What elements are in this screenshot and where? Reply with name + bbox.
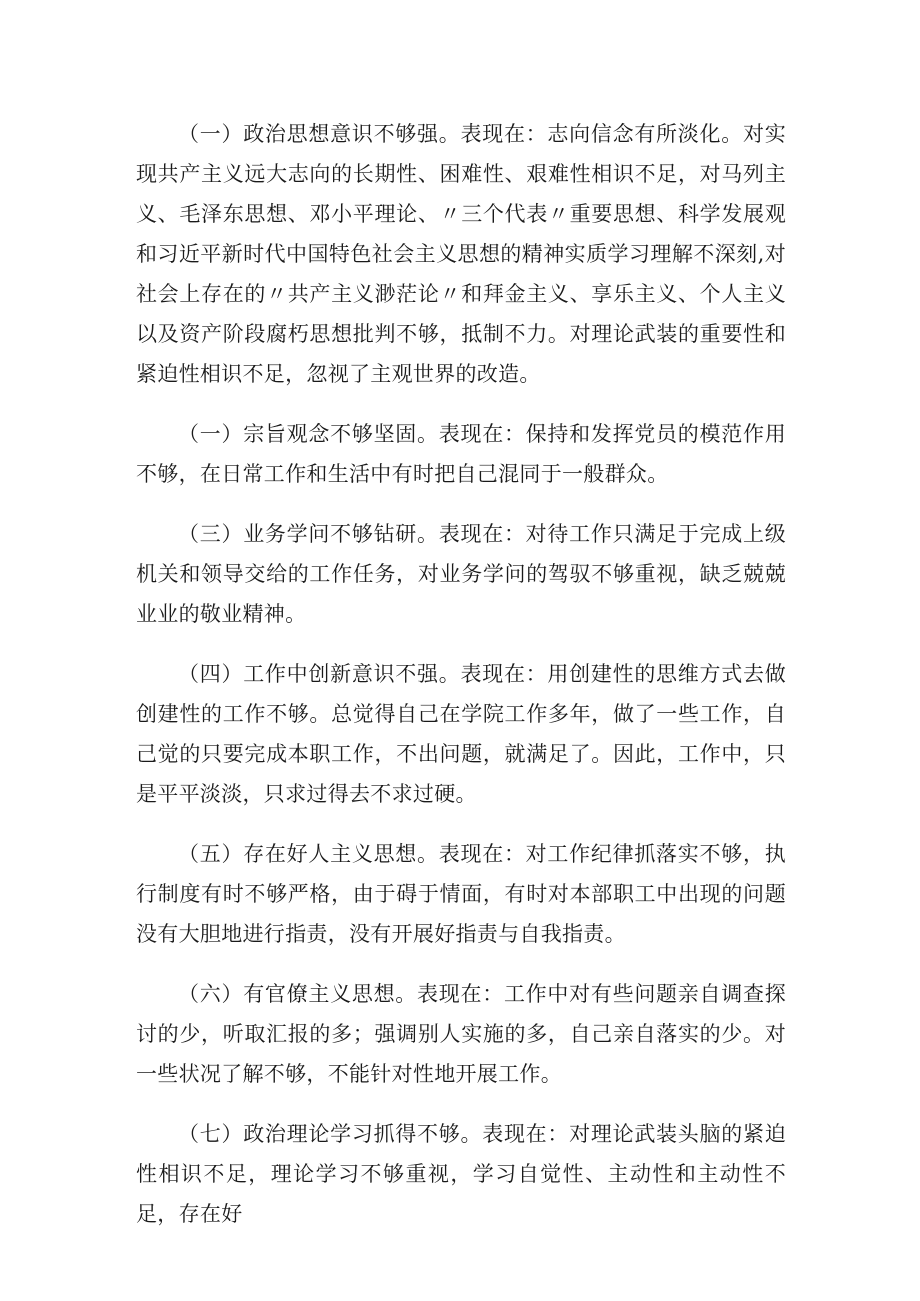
paragraph-bureaucratism: （六）有官僚主义思想。表现在：工作中对有些问题亲自调查探讨的少，听取汇报的多；强调别人实施的多，自己亲自落实的少。对一些状况了解不够，不能针对性地开展工作。	[136, 982, 786, 1086]
paragraph-good-person-mentality: （五）存在好人主义思想。表现在：对工作纪律抓落实不够，执行制度有时不够严格，由于碍于情面，有时对本部职工中出现的问题没有大胆地进行指责，没有开展好指责与自我指责。	[136, 842, 786, 946]
paragraph-political-awareness: （一）政治思想意识不够强。表现在：志向信念有所淡化。对实现共产主义远大志向的长期性、困难性、艰难性相识不足，对马列主义、毛泽东思想、邓小平理论、〃三个代表〃重要思想、科学发展观和习近平新时代中国特色社会主义思想的精神实质学习理解不深刻,对社会上存在的〃共产主义渺茫论〃和拜金主义、享乐主义、个人主义以及资产阶段腐朽思想批判不够，抵制不力。对理论武装的重要性和紧迫性相识不足，忽视了主观世界的改造。	[136, 122, 786, 386]
document-body	[136, 114, 786, 1254]
paragraph-innovation: （四）工作中创新意识不强。表现在：用创建性的思维方式去做创建性的工作不够。总觉得自己在学院工作多年，做了一些工作，自己觉的只要完成本职工作，不出问题，就满足了。因此，工作中，只是平平淡淡，只求过得去不求过硬。	[136, 662, 786, 806]
paragraph-theory-study: （七）政治理论学习抓得不够。表现在：对理论武装头脑的紧迫性相识不足，理论学习不够重视，学习自觉性、主动性和主动性不足，存在好	[136, 1122, 786, 1226]
paragraph-purpose-concept: （一）宗旨观念不够坚固。表现在：保持和发挥党员的模范作用不够，在日常工作和生活中有时把自己混同于一般群众。	[136, 422, 786, 486]
paragraph-professional-study: （三）业务学问不够钻研。表现在：对待工作只满足于完成上级机关和领导交给的工作任务，对业务学问的驾驭不够重视，缺乏兢兢业业的敬业精神。	[136, 522, 786, 626]
